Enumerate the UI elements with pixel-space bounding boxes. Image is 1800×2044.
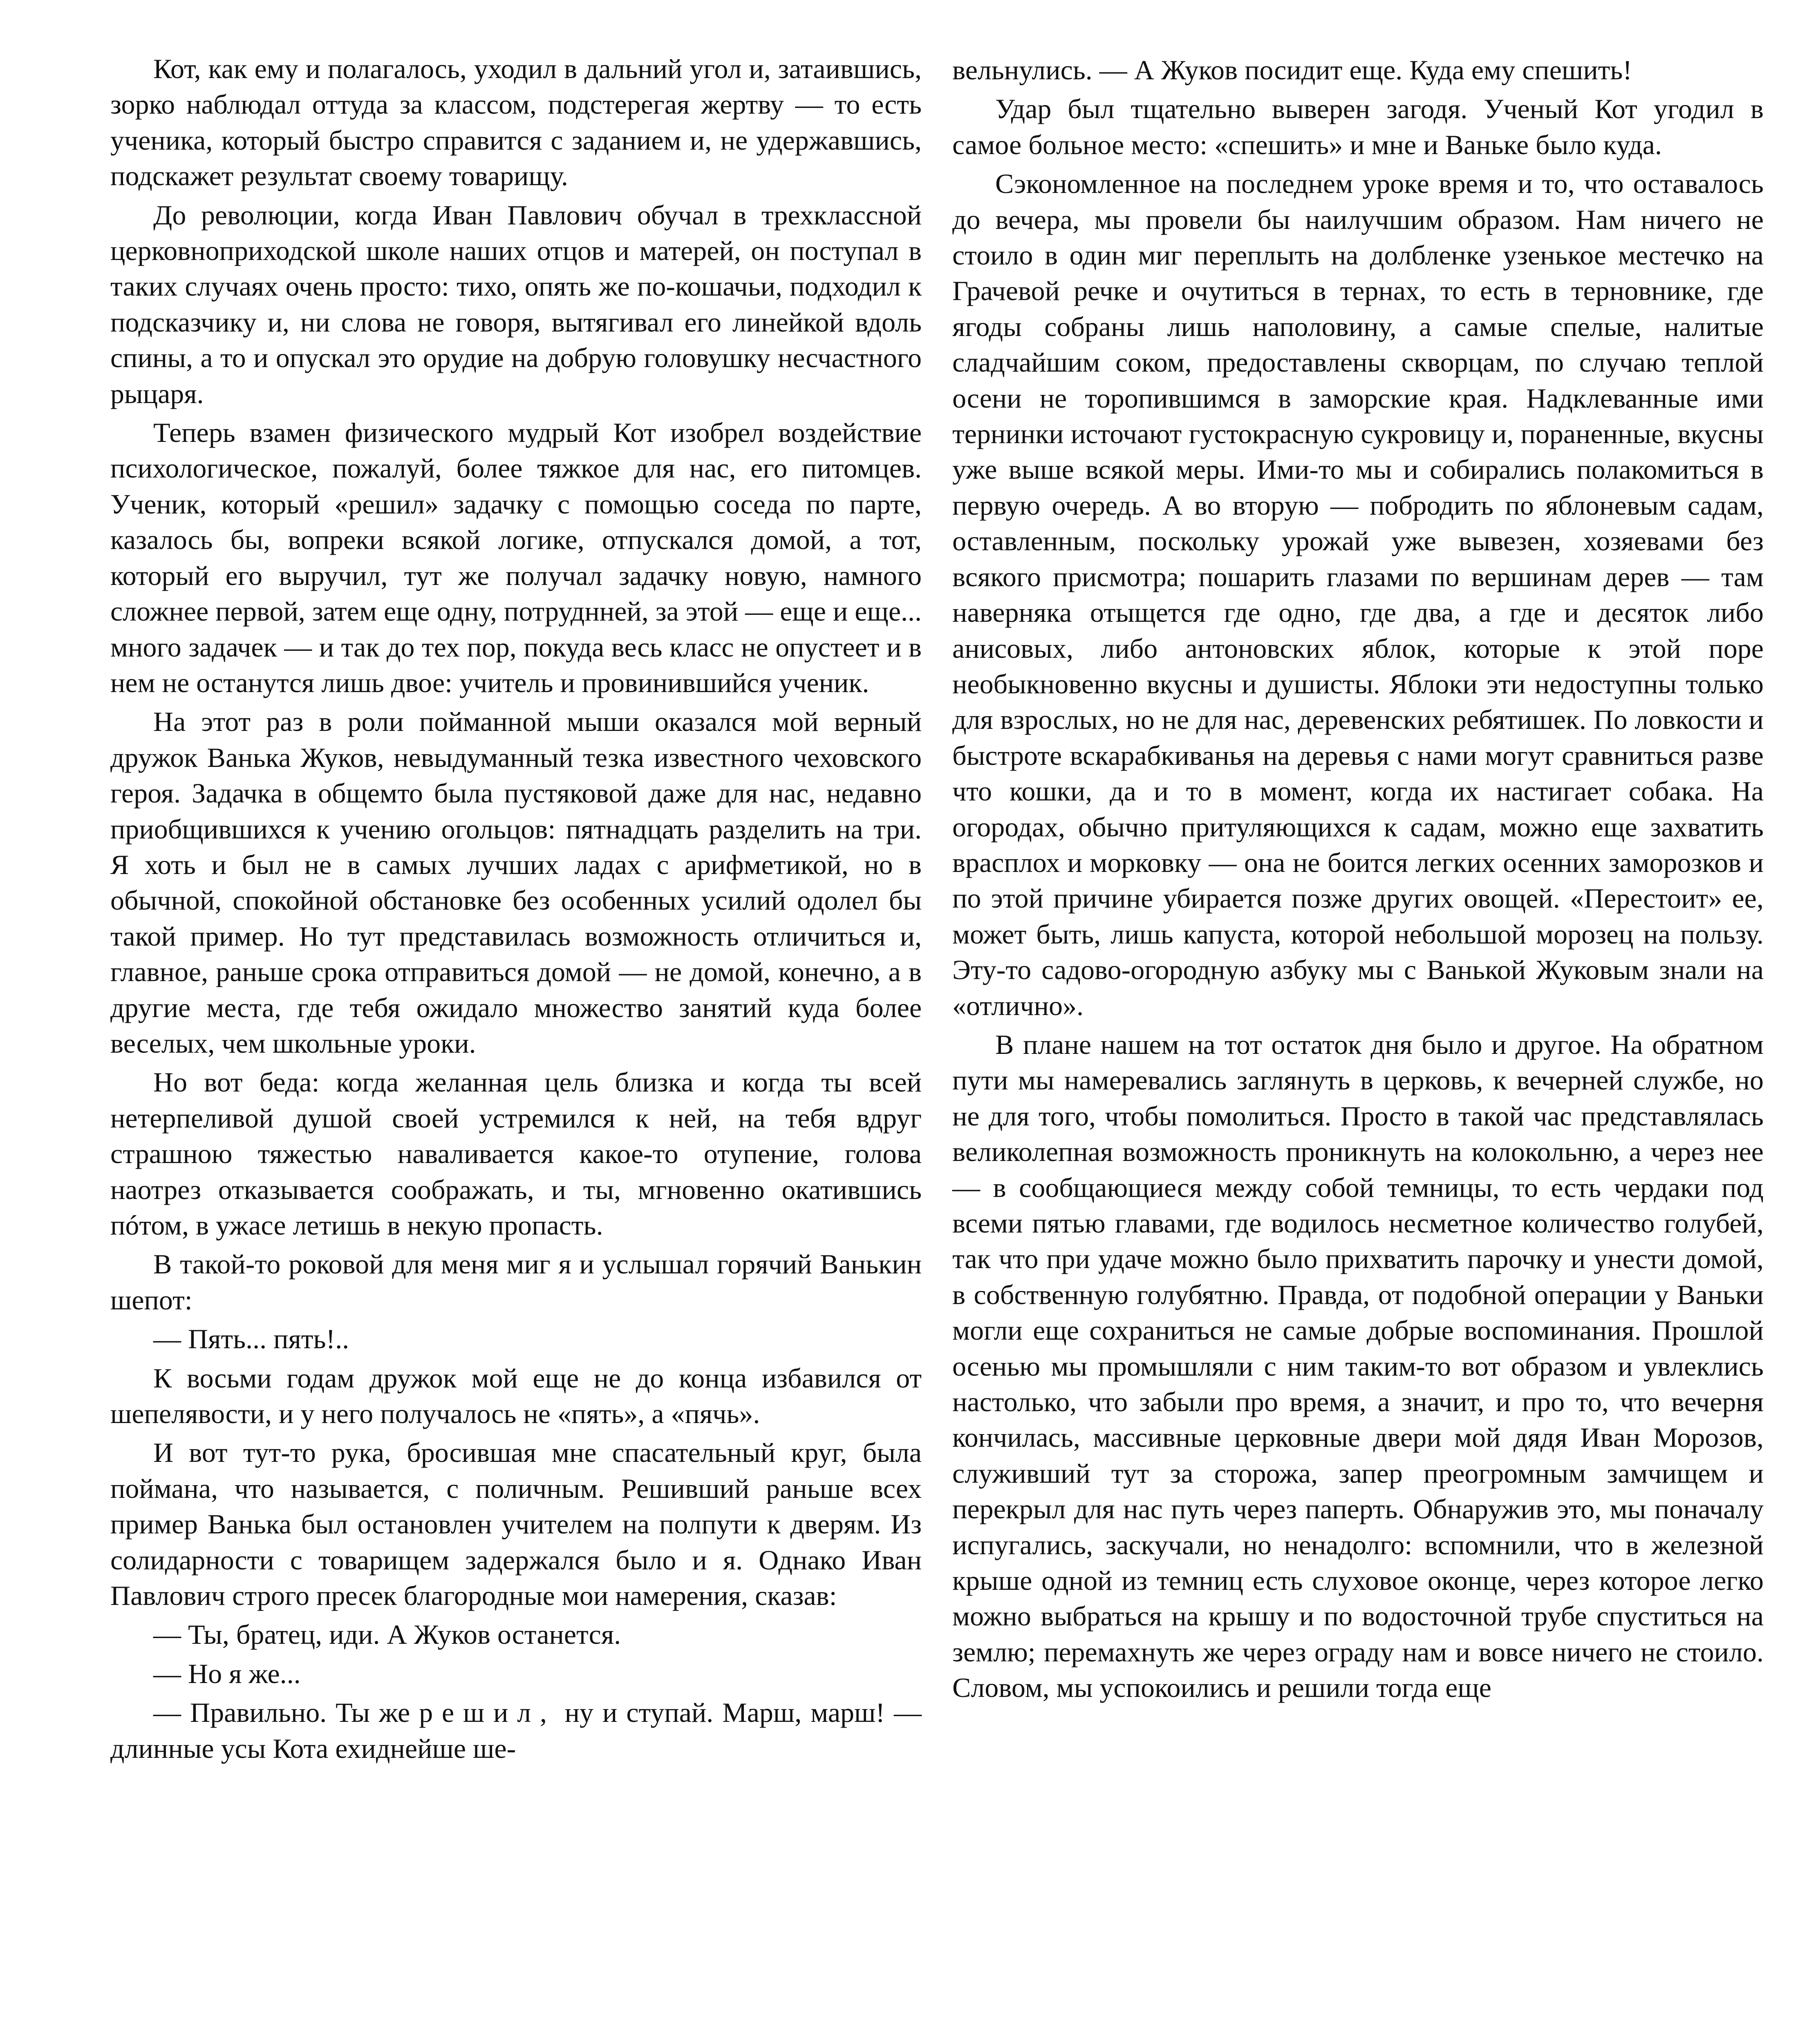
dialogue-line: — Пять... пять!.. — [153, 1323, 349, 1355]
paragraph: Кот, как ему и полагалось, уходил в дальний угол и, затаившись, зорко наблюдал оттуда за классом, подстерегая жертву — то есть ученика, который быстро справится с заданием и, не удержавшись, подскажет результат своему товарищу. — [110, 53, 922, 192]
paragraph: Но вот беда: когда желанная цель близка и когда ты всей нетерпеливой душой своей устремился к ней, на тебя вдруг страшною тяжестью наваливается какое-то отупение, голова наотрез отказывается соображать, и ты, мгновенно окатившись пóтом, в ужасе летишь в некую пропасть. — [110, 1067, 922, 1241]
paragraph: До революции, когда Иван Павлович обучал в трехклассной церковноприходской школе наших отцов и матерей, он поступал в таких случаях очень просто: тихо, опять же по-кошачьи, подходил к подсказчику и, ни слова не говоря, вытягивал его линейкой вдоль спины, а то и опускал это орудие на добрую головушку несчастного рыцаря. — [110, 199, 922, 409]
dialogue-line: — Но я же... — [153, 1658, 301, 1689]
paragraph: Сэкономленное на последнем уроке время и то, что оставалось до вечера, мы провели бы наилучшим образом. Нам ничего не стоило в один миг переплыть на долбленке узенькое местечко на Грачевой речке и очутиться в тернах, то есть в терновнике, где ягоды собраны лишь наполовину, а самые спелые, налитые сладчайшим соком, предоставлены скворцам, по случаю теплой осени не торопившимся в заморские края. Надклеванные ими тернинки источают густокрасную сукровицу и, пораненные, вкусны уже выше всякой меры. Ими-то мы и собирались полакомиться в первую очередь. А во вторую — побродить по яблоневым садам, оставленным, поскольку урожай уже вывезен, хозяевами без всякого присмотра; пошарить глазами по вершинам дерев — там наверняка отыщется где одно, где два, а где и десяток либо анисовых, либо антоновских яблок, которые к этой поре необыкновенно вкусны и душисты. Яблоки эти недоступны только для взрослых, но не для нас, деревенских ребятишек. По ловкости и быстроте вскарабкиванья на деревья с нами могут сравниться разве что кошки, да и то в момент, когда их настигает собака. На огородах, обычно притуляющихся к садам, можно еще захватить врасплох и морковку — она не боится легких осенних заморозков и по этой причине убирается позже других овощей. «Перестоит» ее, может быть, лишь капуста, которой небольшой морозец на пользу. Эту-то садово-огородную азбуку мы с Ванькой Жуковым знали на «отлично». — [952, 168, 1764, 1021]
paragraph: В такой-то роковой для меня миг я и услышал горячий Ванькин шепот: — [110, 1248, 922, 1316]
dialogue-line — [110, 1695, 922, 1766]
dialogue-text: — Правильно. Ты же — [153, 1697, 410, 1728]
paragraph: В плане нашем на тот остаток дня было и другое. На обратном пути мы намеревались заглянуть в церковь, к вечерней службе, но не для того, чтобы помолиться. Просто в такой час представлялась великолепная возможность проникнуть на колокольню, а через нее — в сообщающиеся между собой темницы, то есть чердаки под всеми пятью главами, где водилось несметное количество голубей, так что при удаче можно было прихватить парочку и унести домой, в собственную голубятню. Правда, от подобной операции у Ваньки могли еще сохраниться не самые добрые воспоминания. Прошлой осенью мы промышляли с ним таким-то вот образом и увлеклись настолько, что забыли про время, а значит, и про то, что вечерня кончилась, массивные церковные двери мой дядя Иван Морозов, служивший тут за сторожа, запер преогромным замчищем и перекрыл для нас путь через паперть. Обнаружив это, мы поначалу испугались, заскучали, но ненадолго: вспомнили, что в железной крыше одной из темниц есть слуховое оконце, через которое легко можно выбраться на крышу и по водосточной трубе спуститься на землю; перемахнуть же через ограду нам и вовсе ничего не стоило. Словом, мы успокоились и решили тогда еще — [952, 1029, 1764, 1703]
paragraph-continuation: вельнулись. — А Жуков посидит еще. Куда ему спешить! — [952, 54, 1632, 85]
right-text-column — [952, 52, 1764, 1709]
paragraph: На этот раз в роли пойманной мыши оказался мой верный дружок Ванька Жуков, невыдуманный тезка известного чеховского героя. Задачка в общемто была пустяковой даже для нас, недавно приобщившихся к учению огольцов: пятнадцать разделить на три. Я хоть и был не в самых лучших ладах с арифметикой, но в обычной, спокойной обстановке без особенных усилий одолел бы такой пример. Но тут представилась возможность отличиться и, главное, раньше срока отправиться домой — не домой, конечно, а в другие места, где тебя ожидало множество занятий куда более веселых, чем школьные уроки. — [110, 706, 922, 1059]
paragraph: Теперь взамен физического мудрый Кот изобрел воздействие психологическое, пожалуй, более тяжкое для нас, его питомцев. Ученик, который «решил» задачку с помощью соседа по парте, казалось бы, вопреки всякой логике, отпускался домой, а тот, который его выручил, тут же получал задачку новую, намного сложнее первой, затем еще одну, потруднней, за этой — еще и еще... много задачек — и так до тех пор, покуда весь класс не опустеет и в нем не останутся лишь двое: учитель и провинившийся ученик. — [110, 417, 922, 698]
emphasized-word: решил, — [419, 1697, 556, 1728]
paragraph: Удар был тщательно выверен загодя. Ученый Кот угодил в самое больное место: «спешить» и мне и Ваньке было куда. — [952, 93, 1764, 160]
left-text-column — [110, 51, 922, 1770]
paragraph: К восьми годам дружок мой еще не до конца избавился от шепелявости, и у него получалось не «пять», а «пячь». — [110, 1362, 922, 1430]
paragraph: И вот тут-то рука, бросившая мне спасательный круг, была поймана, что называется, с поличным. Решивший раньше всех пример Ванька был остановлен учителем на полпути к дверям. Из солидарности с товарищем задержался было и я. Однако Иван Павлович строго пресек благородные мои намерения, сказав: — [110, 1437, 922, 1611]
dialogue-text: ну и ступай. Марш, марш! — длинные усы Кота ехиднейше ше- — [110, 1697, 922, 1764]
dialogue-line: — Ты, братец, иди. А Жуков останется. — [153, 1619, 621, 1650]
